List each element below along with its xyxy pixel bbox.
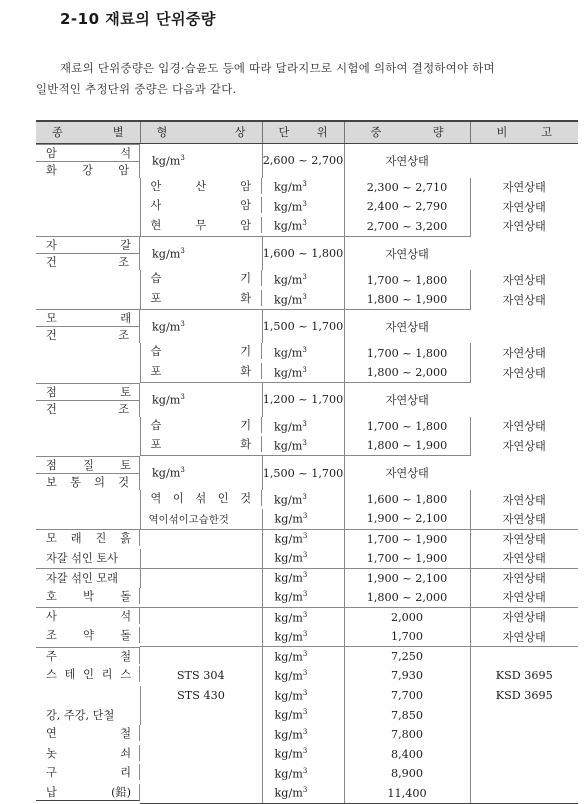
unit-base: kg/m bbox=[274, 532, 303, 546]
table-row bbox=[36, 705, 578, 725]
cell-note: 자연상태 bbox=[502, 347, 546, 361]
cell-category bbox=[36, 363, 140, 383]
header-shape: 형 상 bbox=[140, 121, 262, 143]
cell-shape bbox=[140, 588, 262, 608]
cell-unit bbox=[140, 143, 262, 178]
unit-exponent: 3 bbox=[302, 273, 307, 282]
cell-shape: 습 기 bbox=[141, 417, 263, 433]
unit-base: kg/m bbox=[274, 630, 303, 644]
cell-weight: 1,600 ~ 1,800 bbox=[262, 236, 344, 270]
table-row bbox=[36, 456, 578, 490]
unit-base: kg/m bbox=[274, 728, 303, 742]
cell-shape bbox=[140, 784, 262, 804]
cell-shape bbox=[140, 647, 262, 667]
cell-weight: 2,700 ~ 3,200 bbox=[344, 217, 470, 237]
cell-weight: 1,700 bbox=[344, 627, 470, 647]
unit-exponent: 3 bbox=[302, 551, 308, 560]
unit-exponent: 3 bbox=[180, 393, 185, 402]
cell-weight: 1,700 ~ 1,900 bbox=[344, 529, 470, 549]
unit-exponent: 3 bbox=[180, 246, 185, 255]
cell-note: 자연상태 bbox=[502, 630, 546, 644]
unit-exponent: 3 bbox=[302, 747, 308, 756]
header-unit: 단 위 bbox=[262, 121, 344, 143]
unit-exponent: 3 bbox=[302, 727, 308, 736]
cell-shape: 역 이 섞 인 것 bbox=[141, 490, 263, 506]
cell-category: 점 질 토 bbox=[36, 456, 140, 473]
cell-unit bbox=[262, 764, 344, 784]
table-row bbox=[36, 627, 578, 647]
unit-base: kg/m bbox=[274, 572, 303, 586]
cell-unit bbox=[140, 456, 262, 490]
cell-unit bbox=[262, 725, 344, 745]
intro-paragraph bbox=[36, 58, 576, 100]
cell-weight: 2,000 bbox=[344, 607, 470, 627]
cell-unit bbox=[140, 383, 262, 417]
cell-category: 사 석 bbox=[36, 607, 140, 624]
table-row bbox=[36, 217, 578, 237]
table-row bbox=[36, 436, 578, 456]
unit-base: kg/m bbox=[274, 220, 303, 234]
unit-base: kg/m bbox=[274, 293, 303, 307]
cell-shape: 건 조 bbox=[36, 400, 140, 417]
unit-exponent: 3 bbox=[302, 219, 307, 228]
cell-unit bbox=[262, 197, 344, 217]
header-category: 종 별 bbox=[36, 121, 140, 143]
unit-base: kg/m bbox=[274, 669, 303, 683]
cell-shape: 습 기 bbox=[141, 270, 263, 286]
cell-unit bbox=[262, 509, 344, 529]
cell-weight: 7,250 bbox=[344, 647, 470, 667]
cell-category: 자갈 섞인 모래 bbox=[36, 568, 140, 588]
unit-base: kg/m bbox=[274, 767, 303, 781]
table-row bbox=[36, 197, 578, 217]
table-row bbox=[36, 509, 578, 529]
unit-base: kg/m bbox=[274, 366, 303, 380]
unit-base: kg/m bbox=[274, 748, 303, 762]
cell-category bbox=[36, 270, 140, 290]
unit-base: kg/m bbox=[274, 493, 303, 507]
cell-note: 자연상태 bbox=[470, 529, 578, 549]
unit-base: kg/m bbox=[274, 512, 303, 526]
unit-exponent: 3 bbox=[180, 153, 185, 162]
cell-shape: 사 암 bbox=[141, 197, 263, 213]
header-weight: 중 량 bbox=[344, 121, 470, 143]
cell-note bbox=[470, 764, 578, 784]
cell-weight: 2,300 ~ 2,710 bbox=[344, 178, 470, 198]
cell-note: 자연상태 bbox=[502, 512, 546, 526]
unit-exponent: 3 bbox=[302, 438, 307, 447]
unit-exponent: 3 bbox=[302, 629, 308, 638]
cell-category bbox=[36, 178, 140, 198]
table-row bbox=[36, 666, 578, 686]
cell-note bbox=[470, 784, 578, 804]
cell-note bbox=[470, 745, 578, 765]
cell-weight: 7,850 bbox=[344, 705, 470, 725]
cell-shape: STS 430 bbox=[140, 686, 262, 706]
table-row bbox=[36, 236, 578, 270]
table-row bbox=[36, 529, 578, 549]
cell-note: 자연상태 bbox=[502, 200, 546, 214]
cell-unit bbox=[262, 343, 344, 363]
cell-note: 자연상태 bbox=[344, 143, 470, 178]
unit-exponent: 3 bbox=[302, 365, 307, 374]
unit-exponent: 3 bbox=[302, 571, 308, 580]
cell-note: KSD 3695 bbox=[495, 669, 553, 683]
cell-note: 자연상태 bbox=[502, 493, 546, 507]
unit-exponent: 3 bbox=[302, 688, 308, 697]
table-row bbox=[36, 745, 578, 765]
cell-note: 자연상태 bbox=[502, 420, 546, 434]
cell-category bbox=[36, 509, 140, 529]
cell-note: KSD 3695 bbox=[495, 689, 553, 703]
table-header-row bbox=[36, 121, 578, 143]
cell-category: 스 테 인 리 스 bbox=[36, 666, 140, 682]
cell-shape bbox=[140, 764, 262, 784]
cell-unit bbox=[262, 549, 344, 569]
cell-note: 자연상태 bbox=[502, 293, 546, 307]
unit-exponent: 3 bbox=[302, 292, 307, 301]
cell-note: 자연상태 bbox=[502, 440, 546, 454]
cell-unit bbox=[262, 529, 344, 549]
table-row bbox=[36, 686, 578, 706]
cell-shape: 포 화 bbox=[141, 363, 263, 379]
unit-base: kg/m bbox=[274, 552, 303, 566]
cell-note: 자연상태 bbox=[470, 568, 578, 588]
cell-note: 자연상태 bbox=[502, 220, 546, 234]
cell-shape bbox=[140, 568, 262, 588]
table-row bbox=[36, 647, 578, 667]
cell-note: 자연상태 bbox=[502, 591, 546, 605]
table-row bbox=[36, 549, 578, 569]
cell-shape: 보 통 의 것 bbox=[36, 473, 140, 490]
table-row bbox=[36, 417, 578, 437]
cell-shape bbox=[140, 627, 262, 647]
cell-unit bbox=[262, 745, 344, 765]
unit-exponent: 3 bbox=[302, 708, 308, 717]
cell-unit bbox=[262, 363, 344, 383]
cell-unit bbox=[262, 686, 344, 706]
cell-note: 자연상태 bbox=[502, 552, 546, 566]
cell-shape: 화 강 암 bbox=[36, 161, 140, 178]
cell-category: 연 철 bbox=[36, 725, 140, 741]
unit-exponent: 3 bbox=[302, 649, 308, 658]
cell-note: 자연상태 bbox=[470, 607, 578, 627]
unit-exponent: 3 bbox=[180, 319, 185, 328]
table-row bbox=[36, 764, 578, 784]
table-row bbox=[36, 343, 578, 363]
cell-category: 암 석 bbox=[36, 144, 140, 161]
cell-note: 자연상태 bbox=[344, 309, 470, 343]
unit-base: kg/m bbox=[274, 273, 303, 287]
cell-category: 점 토 bbox=[36, 383, 140, 400]
cell-weight: 1,900 ~ 2,100 bbox=[344, 568, 470, 588]
unit-base: kg/m bbox=[274, 591, 303, 605]
cell-category: 조 약 돌 bbox=[36, 627, 140, 643]
cell-weight: 7,700 bbox=[344, 686, 470, 706]
cell-weight: 11,400 bbox=[344, 784, 470, 804]
cell-shape bbox=[140, 705, 262, 725]
cell-weight: 7,930 bbox=[344, 666, 470, 686]
unit-exponent: 3 bbox=[180, 466, 185, 475]
unit-base: kg/m bbox=[274, 650, 303, 664]
unit-exponent: 3 bbox=[302, 512, 308, 521]
cell-unit bbox=[262, 607, 344, 627]
table-row bbox=[36, 588, 578, 608]
cell-weight: 1,200 ~ 1,700 bbox=[262, 383, 344, 417]
cell-shape: 습 기 bbox=[141, 343, 263, 359]
cell-shape: 포 화 bbox=[141, 436, 263, 452]
unit-exponent: 3 bbox=[302, 786, 308, 795]
unit-exponent: 3 bbox=[302, 669, 308, 678]
cell-weight: 8,900 bbox=[344, 764, 470, 784]
cell-weight: 1,700 ~ 1,800 bbox=[344, 343, 470, 363]
cell-weight: 1,700 ~ 1,800 bbox=[344, 417, 470, 437]
cell-weight: 2,600 ~ 2,700 bbox=[262, 143, 344, 178]
unit-exponent: 3 bbox=[302, 200, 307, 209]
cell-weight: 1,800 ~ 1,900 bbox=[344, 290, 470, 310]
cell-weight: 1,700 ~ 1,800 bbox=[344, 270, 470, 290]
cell-shape: STS 304 bbox=[140, 666, 262, 686]
unit-base: kg/m bbox=[152, 320, 181, 334]
cell-category bbox=[36, 490, 140, 510]
cell-unit bbox=[262, 666, 344, 686]
unit-base: kg/m bbox=[274, 200, 303, 214]
cell-shape: 건 조 bbox=[36, 253, 140, 270]
unit-exponent: 3 bbox=[302, 180, 307, 189]
unit-exponent: 3 bbox=[302, 419, 307, 428]
table-row bbox=[36, 490, 578, 510]
cell-category bbox=[36, 343, 140, 363]
cell-unit bbox=[262, 588, 344, 608]
unit-base: kg/m bbox=[152, 466, 181, 480]
table-row bbox=[36, 607, 578, 627]
cell-weight: 1,800 ~ 1,900 bbox=[344, 436, 470, 456]
cell-weight: 1,800 ~ 2,000 bbox=[344, 588, 470, 608]
cell-shape: 안 산 암 bbox=[141, 178, 263, 194]
cell-note bbox=[470, 725, 578, 745]
unit-base: kg/m bbox=[274, 181, 303, 195]
unit-base: kg/m bbox=[274, 709, 303, 723]
cell-shape bbox=[140, 549, 262, 569]
unit-weight-table bbox=[36, 120, 578, 804]
intro-line-1: 재료의 단위중량은 입경·습윤도 등에 따라 달라지므로 시험에 의하여 결정하여야 하며 bbox=[60, 61, 495, 75]
cell-shape: 현 무 암 bbox=[141, 217, 263, 233]
unit-exponent: 3 bbox=[302, 532, 308, 541]
cell-category: 주 철 bbox=[36, 647, 140, 664]
cell-category bbox=[36, 197, 140, 217]
unit-base: kg/m bbox=[152, 154, 181, 168]
table-body bbox=[36, 143, 578, 803]
table-row bbox=[36, 784, 578, 804]
unit-exponent: 3 bbox=[302, 492, 307, 501]
cell-weight: 7,800 bbox=[344, 725, 470, 745]
unit-base: kg/m bbox=[152, 247, 181, 261]
cell-weight: 1,500 ~ 1,700 bbox=[262, 309, 344, 343]
unit-exponent: 3 bbox=[302, 767, 308, 776]
cell-shape: 포 화 bbox=[141, 290, 263, 306]
unit-exponent: 3 bbox=[302, 346, 307, 355]
unit-base: kg/m bbox=[274, 787, 303, 801]
cell-note: 자연상태 bbox=[502, 274, 546, 288]
cell-unit bbox=[140, 309, 262, 343]
cell-category: 납 (鉛) bbox=[36, 784, 140, 801]
unit-exponent: 3 bbox=[302, 610, 308, 619]
cell-unit bbox=[262, 568, 344, 588]
cell-unit bbox=[262, 784, 344, 804]
cell-note: 자연상태 bbox=[344, 456, 470, 490]
cell-unit bbox=[262, 490, 344, 510]
unit-base: kg/m bbox=[274, 347, 303, 361]
unit-base: kg/m bbox=[274, 689, 303, 703]
cell-category: 자 갈 bbox=[36, 236, 140, 253]
cell-unit bbox=[262, 178, 344, 198]
cell-unit bbox=[262, 290, 344, 310]
cell-note: 자연상태 bbox=[344, 236, 470, 270]
cell-note bbox=[470, 705, 578, 725]
cell-category: 호 박 돌 bbox=[36, 588, 140, 604]
cell-category bbox=[36, 290, 140, 310]
cell-weight: 1,700 ~ 1,900 bbox=[344, 549, 470, 569]
unit-base: kg/m bbox=[152, 393, 181, 407]
table-row bbox=[36, 363, 578, 383]
cell-unit bbox=[262, 217, 344, 237]
cell-category: 구 리 bbox=[36, 764, 140, 780]
cell-shape bbox=[140, 745, 262, 765]
unit-exponent: 3 bbox=[302, 590, 308, 599]
intro-line-2: 일반적인 추정단위 중량은 다음과 같다. bbox=[36, 82, 237, 96]
cell-unit bbox=[262, 705, 344, 725]
cell-note bbox=[470, 647, 578, 667]
cell-weight: 1,800 ~ 2,000 bbox=[344, 363, 470, 383]
cell-category bbox=[36, 436, 140, 456]
cell-shape: 건 조 bbox=[36, 326, 140, 343]
cell-note: 자연상태 bbox=[344, 383, 470, 417]
cell-category: 모 래 진 흙 bbox=[36, 529, 140, 546]
cell-category bbox=[36, 686, 140, 706]
unit-base: kg/m bbox=[274, 439, 303, 453]
unit-base: kg/m bbox=[274, 420, 303, 434]
table-row bbox=[36, 290, 578, 310]
cell-category: 자갈 섞인 토사 bbox=[36, 549, 140, 569]
cell-shape bbox=[140, 529, 262, 549]
table-row bbox=[36, 568, 578, 588]
cell-weight: 8,400 bbox=[344, 745, 470, 765]
table-row bbox=[36, 383, 578, 417]
cell-unit bbox=[262, 647, 344, 667]
header-note: 비 고 bbox=[470, 121, 578, 143]
cell-note: 자연상태 bbox=[502, 181, 546, 195]
cell-shape bbox=[140, 725, 262, 745]
cell-shape: 역이섞이고습한것 bbox=[140, 509, 262, 529]
cell-weight: 2,400 ~ 2,790 bbox=[344, 197, 470, 217]
cell-weight: 1,500 ~ 1,700 bbox=[262, 456, 344, 490]
cell-unit bbox=[262, 270, 344, 290]
table-row bbox=[36, 143, 578, 178]
cell-weight: 1,900 ~ 2,100 bbox=[344, 509, 470, 529]
cell-note: 자연상태 bbox=[502, 366, 546, 380]
cell-unit bbox=[262, 436, 344, 456]
table-row bbox=[36, 270, 578, 290]
cell-unit bbox=[262, 417, 344, 437]
table-row bbox=[36, 309, 578, 343]
cell-shape bbox=[140, 607, 262, 627]
cell-weight: 1,600 ~ 1,800 bbox=[344, 490, 470, 510]
cell-unit bbox=[262, 627, 344, 647]
cell-unit bbox=[140, 236, 262, 270]
cell-category bbox=[36, 217, 140, 237]
unit-base: kg/m bbox=[274, 611, 303, 625]
cell-category: 모 래 bbox=[36, 309, 140, 326]
page-title: 2-10 재료의 단위중량 bbox=[60, 10, 216, 28]
cell-category bbox=[36, 417, 140, 437]
cell-category: 놋 쇠 bbox=[36, 745, 140, 761]
table-row bbox=[36, 178, 578, 198]
table-row bbox=[36, 725, 578, 745]
cell-category: 강, 주강, 단철 bbox=[36, 705, 140, 725]
